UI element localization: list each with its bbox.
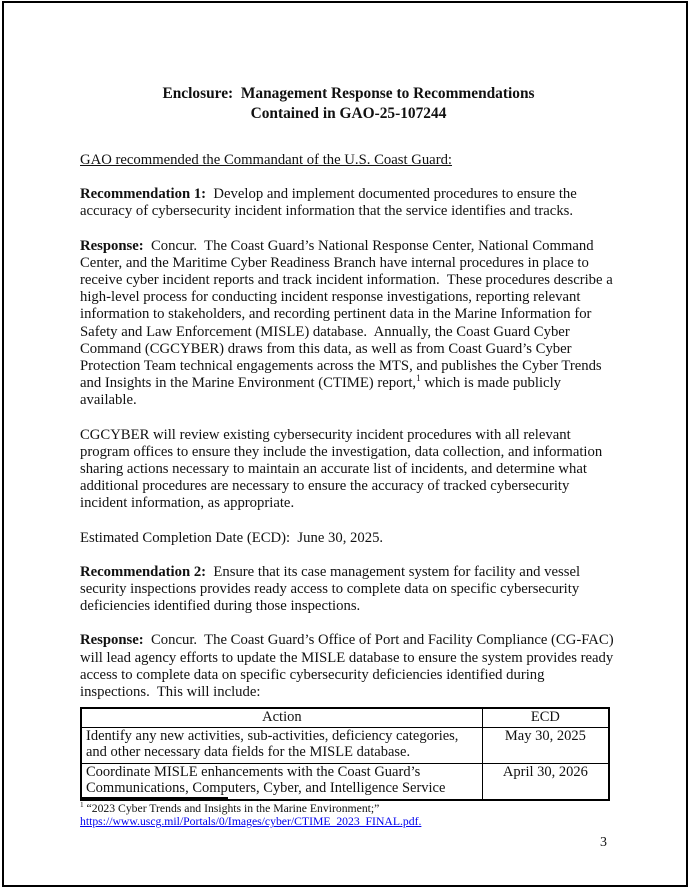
ecd-1-text: Estimated Completion Date (ECD): June 30, 2025. — [80, 529, 384, 546]
recommendation-2-label: Recommendation 2: — [80, 563, 207, 580]
footnote-reference-1: 1 — [416, 373, 421, 384]
cgcyber-followup-paragraph — [80, 427, 617, 513]
footnote-text-line — [80, 802, 550, 815]
table-row — [81, 727, 609, 763]
cgcyber-followup-text: CGCYBER will review existing cybersecurity incident procedures with all relevant program offices to ensure they include the investigation, data collection, and information sharing actions necessary to maintain an accurate list of incidents, and determine what additional procedures are necessary to ensure the accuracy of tracked cybersecurity incident information, as appropriate. — [80, 426, 606, 512]
table-header-ecd: ECD — [482, 708, 609, 727]
recommendation-1-paragraph — [80, 186, 617, 220]
footnote-link-period: . — [418, 815, 422, 829]
recommendation-1-text: Develop and implement documented procedures to ensure the accuracy of cybersecurity incident information that the service identifies and tracks. — [80, 186, 581, 220]
response-2-text: Concur. The Coast Guard’s Office of Port and Facility Compliance (CG-FAC) will lead agency efforts to update the MISLE database to ensure the system provides ready access to complete data on specific cybersecurity deficiencies identified during inspections. This will include: — [80, 632, 618, 701]
footnote-link[interactable]: https://www.uscg.mil/Portals/0/Images/cyber/CTIME_2023_FINAL.pdf — [80, 815, 419, 829]
document-title-line1: Enclosure: Management Response to Recommendations — [162, 85, 535, 102]
table-cell-ecd: April 30, 2026 — [482, 763, 609, 800]
footnote — [80, 797, 550, 829]
footnote-marker: 1 — [80, 801, 84, 810]
table-cell-action: Identify any new activities, sub-activities, deficiency categories, and other necessary data fields for the MISLE database. — [81, 727, 482, 763]
table-header-row — [81, 708, 609, 727]
response-2-label: Response: — [80, 632, 144, 649]
page-number: 3 — [600, 835, 607, 850]
footnote-text: “2023 Cyber Trends and Insights in the Marine Environment;” — [83, 802, 380, 815]
table-cell-action: Coordinate MISLE enhancements with the Coast Guard’s Communications, Computers, Cyber, and Intelligence Service — [81, 763, 482, 800]
table-row — [81, 763, 609, 800]
ecd-1-line — [80, 530, 617, 547]
recommendation-2-text: Ensure that its case management system for facility and vessel security inspections provides ready access to complete data on specific cybersecurity deficiencies identified during those inspections. — [80, 563, 584, 615]
response-2-paragraph — [80, 632, 617, 701]
recommendation-1-label: Recommendation 1: — [80, 186, 207, 203]
document-title — [80, 84, 617, 124]
response-1-label: Response: — [80, 237, 144, 254]
recommendation-2-paragraph — [80, 564, 617, 616]
response-1-text: Concur. The Coast Guard’s National Response Center, National Command Center, and the Maritime Cyber Readiness Branch have internal procedures in place to receive cyber incident reports and track incident information. These procedures describe a high-level process for conducting incident response investigations, reporting relevant information to stakeholders, and recording pertinent data in the Marine Information for Safety and Law Enforcement (MISLE) database. Annually, the Coast Guard Cyber Command (CGCYBER) draws from this data, as well as from Coast Guard’s Cyber Protection Team technical engagements across the MTS, and publishes the Cyber Trends and Insights in the Marine Environment (CTIME) report, — [80, 237, 617, 392]
response-1-text-after: which is made publicly available. — [80, 375, 565, 409]
section-heading-text: GAO recommended the Commandant of the U.S. Coast Guard: — [80, 152, 453, 168]
footnote-link-line — [80, 815, 550, 828]
actions-table — [80, 707, 610, 801]
table-header-action: Action — [81, 708, 482, 727]
section-heading — [80, 152, 617, 169]
table-cell-ecd: May 30, 2025 — [482, 727, 609, 763]
response-1-paragraph — [80, 238, 617, 410]
document-content — [80, 84, 617, 801]
footnote-separator — [80, 797, 228, 799]
document-title-line2: Contained in GAO-25-107244 — [250, 105, 447, 122]
